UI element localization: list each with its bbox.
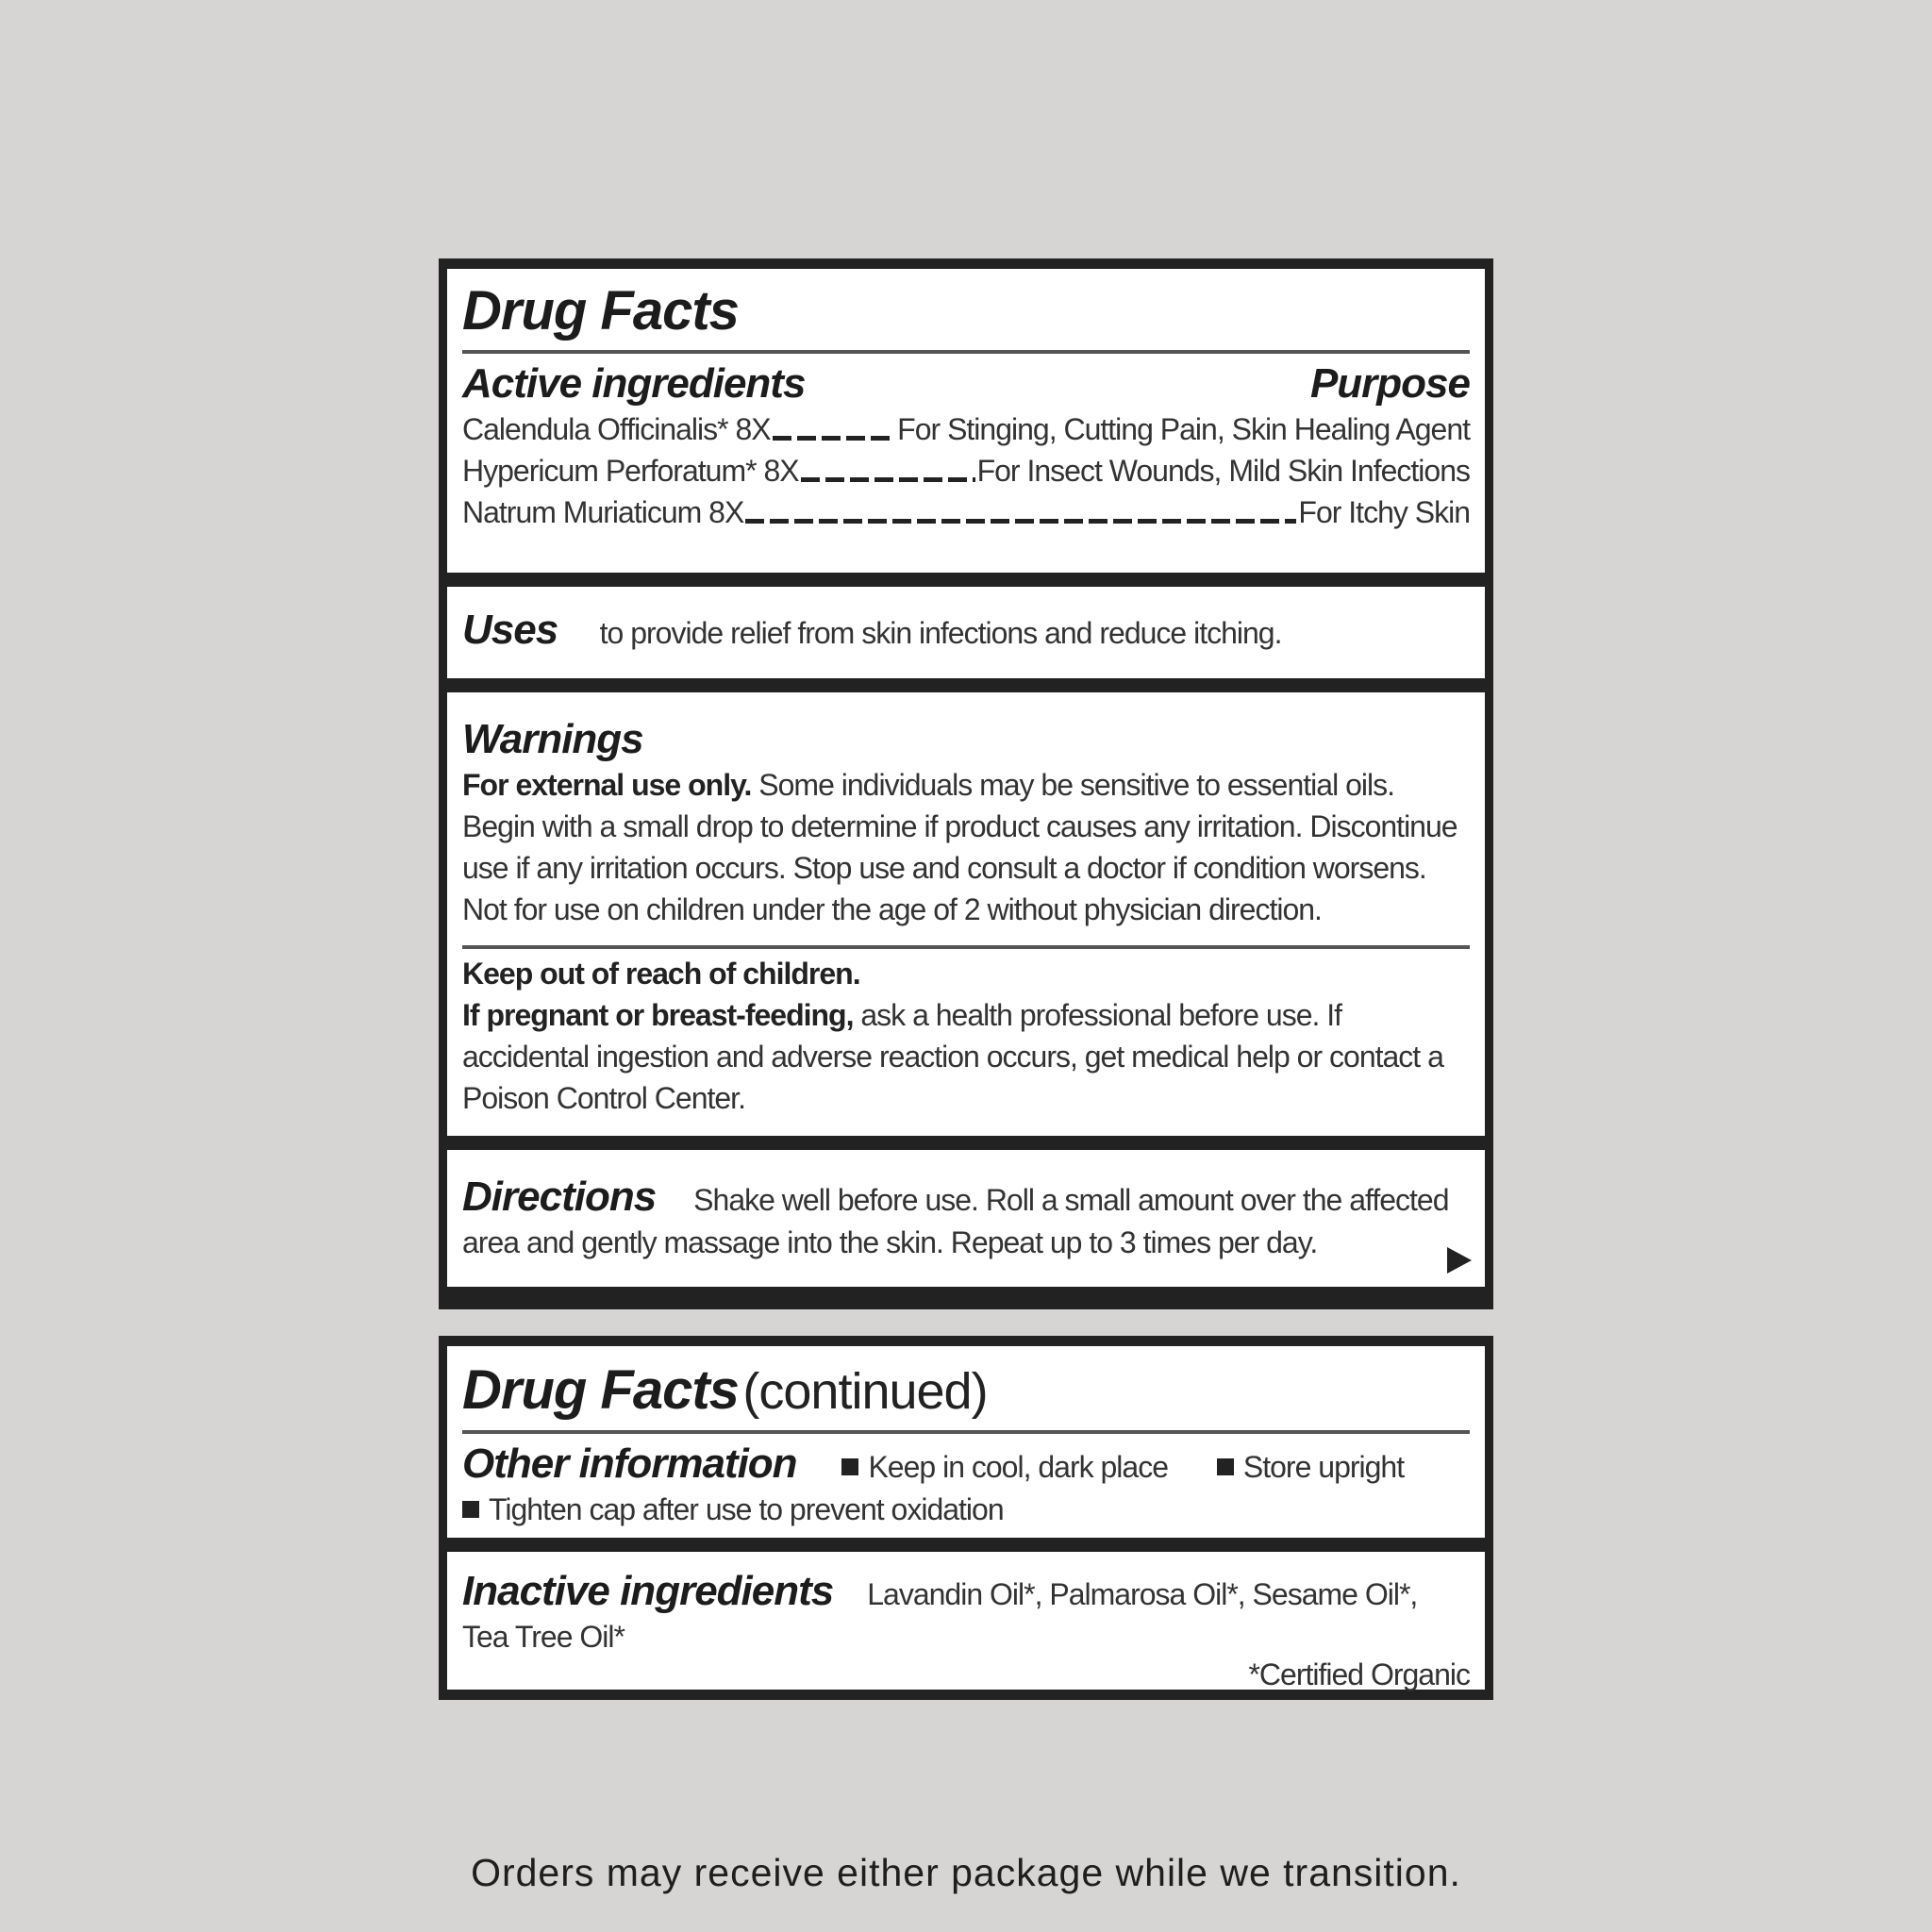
ingredient-row (462, 491, 1470, 533)
active-ingredients-heading: Active ingredients (462, 360, 806, 407)
pregnant-bold: If pregnant or breast-feeding, (462, 998, 854, 1032)
ingredient-purpose: For Insect Wounds, Mild Skin Infections (976, 454, 1470, 488)
inactive-paragraph (462, 1567, 1470, 1657)
continued-title-main: Drug Facts (462, 1359, 739, 1421)
drug-facts-continued-panel (439, 1336, 1493, 1700)
external-use-bold: For external use only. (462, 768, 752, 802)
continued-title (462, 1359, 1470, 1423)
active-header-row (462, 359, 1470, 408)
active-ingredients-box (447, 269, 1485, 573)
inactive-ingredients-box (447, 1552, 1485, 1690)
directions-heading: Directions (462, 1174, 657, 1220)
uses-heading: Uses (462, 607, 558, 653)
continue-arrow-icon (1447, 1247, 1472, 1274)
leader-dots (773, 436, 896, 441)
inactive-ingredients-heading: Inactive ingredients (462, 1568, 834, 1614)
other-item (1217, 1450, 1404, 1484)
ingredient-name: Calendula Officinalis* 8X (462, 412, 771, 446)
other-information-heading: Other information (462, 1441, 797, 1487)
pregnancy-paragraph (462, 994, 1470, 1119)
continued-rule (462, 1430, 1470, 1434)
ingredient-row (462, 408, 1470, 450)
leader-dots (801, 477, 975, 482)
title-rule (462, 350, 1470, 354)
external-use-text: Some individuals may be sensitive to essential oils. Begin with a small drop to determine if product causes any irritation. Discontinue use if any irritation occurs. Stop use and consult a doctor if condition worsens. Not for use on children under the age of 2 without physician direction. (462, 768, 1457, 926)
warnings-box (447, 692, 1485, 1136)
drug-facts-title: Drug Facts (462, 280, 739, 341)
ingredient-name: Hypericum Perforatum* 8X (462, 454, 799, 488)
ingredient-purpose: For Stinging, Cutting Pain, Skin Healing Agent (897, 412, 1470, 446)
directions-text: Shake well before use. Roll a small amount over the affected area and gently massage into the skin. Repeat up to 3 times per day. (462, 1183, 1449, 1259)
ingredient-name: Natrum Muriaticum 8X (462, 495, 744, 529)
other-item (462, 1489, 1470, 1530)
purpose-heading: Purpose (1309, 360, 1470, 407)
transition-notice: Orders may receive either package while we transition. (471, 1851, 1461, 1894)
bullet-icon (841, 1458, 858, 1475)
warnings-rule (462, 945, 1470, 949)
leader-dots (745, 519, 1296, 524)
other-info-line (462, 1440, 1470, 1489)
other-information-box (447, 1346, 1485, 1538)
ingredient-purpose: For Itchy Skin (1298, 495, 1470, 529)
uses-box (447, 587, 1485, 678)
certified-organic-note: *Certified Organic (1248, 1657, 1470, 1691)
other-item (841, 1450, 1168, 1484)
bullet-icon (1217, 1458, 1234, 1475)
directions-paragraph (462, 1173, 1470, 1263)
keep-out-of-reach: Keep out of reach of children. (462, 957, 860, 991)
other-item-text: Keep in cool, dark place (868, 1450, 1168, 1484)
pregnant-text: ask a health professional before use. If accidental ingestion and adverse reaction occurs, get medical help or contact a Poison Control Center. (462, 998, 1443, 1115)
uses-text: to provide relief from skin infections and reduce itching. (599, 616, 1282, 650)
warnings-paragraph (462, 764, 1470, 930)
other-item-text: Store upright (1242, 1450, 1405, 1484)
other-item-text: Tighten cap after use to prevent oxidation (489, 1492, 1004, 1526)
ingredient-row (462, 450, 1470, 491)
continued-title-suffix: (continued) (742, 1363, 988, 1420)
directions-box (447, 1150, 1485, 1287)
bullet-icon (462, 1501, 479, 1518)
drug-facts-panel (439, 258, 1493, 1309)
inactive-text: Lavandin Oil*, Palmarosa Oil*, Sesame Oil*, Tea Tree Oil* (462, 1577, 1418, 1654)
warnings-heading: Warnings (462, 716, 643, 762)
